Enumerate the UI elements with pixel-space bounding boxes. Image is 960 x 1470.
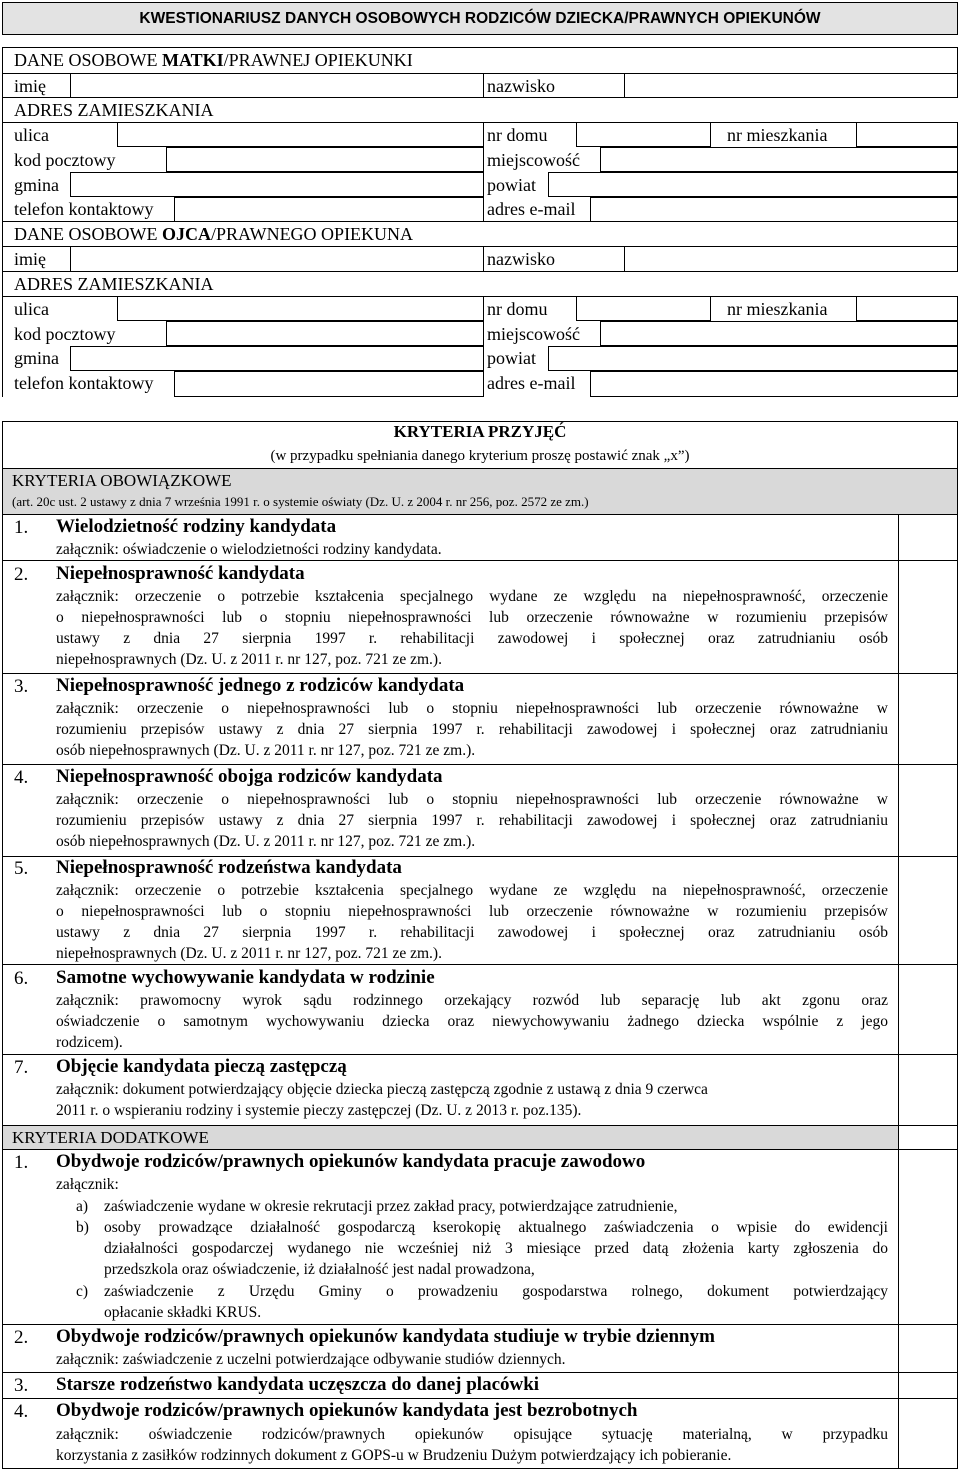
mandatory-3-checkbox[interactable] — [899, 674, 957, 764]
mother-imie-field[interactable] — [70, 73, 484, 98]
additional-1-a: zaświadczenie wydane w okresie rekrutacji przez zakład pracy, potwierdzające zatrudnienie, — [104, 1198, 678, 1215]
additional-1-c-label: c) — [76, 1283, 89, 1300]
additional-heading: KRYTERIA DODATKOWE — [12, 1128, 209, 1147]
mandatory-1-attachment: załącznik: oświadczenie o wielodzietności rodziny kandydata. — [56, 541, 442, 558]
father-miejscowosc-field[interactable] — [600, 321, 958, 346]
mother-telefon-label: telefon kontaktowy — [14, 199, 154, 219]
father-miejscowosc-label: miejscowość — [487, 324, 580, 344]
father-nr-domu-label: nr domu — [487, 299, 548, 319]
father-nazwisko-field[interactable] — [624, 246, 958, 272]
father-nazwisko-label: nazwisko — [487, 249, 555, 269]
father-ulica-label: ulica — [14, 299, 49, 319]
mother-powiat-field[interactable] — [548, 172, 958, 197]
mandatory-3-number: 3. — [14, 676, 29, 697]
father-email-label: adres e-mail — [487, 373, 576, 393]
mandatory-3-title: Niepełnosprawność jednego z rodziców kandydata — [56, 675, 465, 696]
mother-ulica-field[interactable] — [117, 122, 484, 147]
mother-powiat-label: powiat — [487, 175, 536, 195]
additional-3-checkbox[interactable] — [899, 1373, 957, 1398]
mandatory-7-checkbox[interactable] — [899, 1055, 957, 1125]
father-kod-field[interactable] — [166, 321, 484, 346]
additional-1-b-label: b) — [76, 1219, 89, 1236]
mandatory-2-checkbox[interactable] — [899, 561, 957, 673]
mandatory-5-number: 5. — [14, 858, 29, 879]
additional-2-checkbox[interactable] — [899, 1325, 957, 1372]
additional-1-b: osoby prowadzące działalność gospodarczą kserokopię aktualnego zaświadczenia o wpisie do ewidencji działalności gospodarczej wydanego nie wcześniej niż 3 miesiące przed datą złożenia karty zgłoszenia do przedszkola oraz oświadczenie, iż działalność jest nadal prowadzona, — [104, 1219, 888, 1278]
father-address-heading: ADRES ZAMIESZKANIA — [14, 274, 214, 294]
mandatory-2-title: Niepełnosprawność kandydata — [56, 563, 305, 584]
mother-nazwisko-field[interactable] — [624, 73, 958, 98]
mother-imie-label: imię — [14, 76, 46, 96]
mandatory-6-title: Samotne wychowywanie kandydata w rodzinie — [56, 967, 435, 988]
mandatory-6-checkbox[interactable] — [899, 965, 957, 1054]
additional-1-number: 1. — [14, 1152, 29, 1173]
mandatory-5-title: Niepełnosprawność rodzeństwa kandydata — [56, 857, 402, 878]
mother-miejscowosc-field[interactable] — [600, 147, 958, 172]
mother-heading: DANE OSOBOWE MATKI/PRAWNEJ OPIEKUNKI — [14, 50, 413, 70]
additional-1-title: Obydwoje rodziców/prawnych opiekunów kandydata pracuje zawodowo — [56, 1151, 646, 1172]
mandatory-4-checkbox[interactable] — [899, 765, 957, 856]
additional-1-checkbox[interactable] — [899, 1150, 957, 1324]
mother-nazwisko-label: nazwisko — [487, 76, 555, 96]
father-gmina-label: gmina — [14, 348, 59, 368]
mother-telefon-field[interactable] — [174, 197, 484, 222]
mandatory-legal: (art. 20c ust. 2 ustawy z dnia 7 września 1991 r. o systemie oświaty (Dz. U. z 2004 r. nr 256, poz. 2572 ze zm.) — [12, 494, 589, 509]
mother-kod-field[interactable] — [166, 147, 484, 172]
mother-nr-mieszkania-field[interactable] — [856, 122, 958, 147]
father-imie-field[interactable] — [70, 246, 484, 272]
mandatory-2-attachment: załącznik: orzeczenie o potrzebie kształcenia specjalnego wydane ze względu na niepełnosprawność, orzeczenie o niepełnosprawności lub o stopniu niepełnosprawności lub orzeczenie równoważne w rozumieniu przepisów ustawy z dnia 27 sierpnia 1997 r. rehabilitacji zawodowej i społecznej oraz zatrudnianiu osób niepełnosprawnych (Dz. U. z 2011 r. nr 127, poz. 721 ze zm.). — [56, 588, 888, 668]
father-imie-label: imię — [14, 249, 46, 269]
mother-kod-label: kod pocztowy — [14, 150, 116, 170]
mandatory-7-number: 7. — [14, 1057, 29, 1078]
additional-3-title: Starsze rodzeństwo kandydata uczęszcza do danej placówki — [56, 1374, 540, 1395]
father-telefon-label: telefon kontaktowy — [14, 373, 154, 393]
criteria-title: KRYTERIA PRZYJĘĆ — [393, 422, 567, 441]
additional-2-title: Obydwoje rodziców/prawnych opiekunów kandydata studiuje w trybie dziennym — [56, 1326, 715, 1347]
mother-nr-domu-field[interactable] — [576, 122, 711, 147]
mandatory-5-checkbox[interactable] — [899, 857, 957, 964]
mandatory-7-attachment: załącznik: dokument potwierdzający objęcie dziecka pieczą zastępczą zgodnie z ustawą z dnia 9 czerwca 2011 r. o wspieraniu rodziny i systemie pieczy zastępczej (Dz. U. z 2013 r. poz.135). — [56, 1081, 708, 1119]
additional-2-attachment: załącznik: zaświadczenie z uczelni potwierdzające odbywanie studiów dziennych. — [56, 1351, 566, 1368]
mother-ulica-label: ulica — [14, 125, 49, 145]
mother-miejscowosc-label: miejscowość — [487, 150, 580, 170]
additional-4-title: Obydwoje rodziców/prawnych opiekunów kandydata jest bezrobotnych — [56, 1400, 638, 1421]
additional-4-checkbox[interactable] — [899, 1399, 957, 1468]
additional-3-number: 3. — [14, 1375, 29, 1396]
mandatory-7-title: Objęcie kandydata pieczą zastępczą — [56, 1056, 347, 1077]
additional-1-c: zaświadczenie z Urzędu Gminy o prowadzeniu gospodarstwa rolnego, dokument potwierdzający opłacanie składki KRUS. — [104, 1283, 888, 1321]
father-nr-mieszkania-label: nr mieszkania — [727, 299, 828, 319]
father-heading: DANE OSOBOWE OJCA/PRAWNEGO OPIEKUNA — [14, 224, 414, 244]
mandatory-5-attachment: załącznik: orzeczenie o potrzebie kształcenia specjalnego wydane ze względu na niepełnosprawność, orzeczenie o niepełnosprawności lub o stopniu niepełnosprawności lub orzeczenie równoważne w rozumieniu przepisów ustawy z dnia 27 sierpnia 1997 r. rehabilitacji zawodowej i społecznej oraz zatrudnianiu osób niepełnosprawnych (Dz. U. z 2011 r. nr 127, poz. 721 ze zm.). — [56, 882, 888, 962]
mandatory-2-number: 2. — [14, 564, 29, 585]
mandatory-1-checkbox[interactable] — [899, 515, 957, 560]
father-kod-label: kod pocztowy — [14, 324, 116, 344]
father-nr-mieszkania-field[interactable] — [856, 296, 958, 321]
father-ulica-field[interactable] — [117, 296, 484, 321]
mother-gmina-field[interactable] — [70, 172, 484, 197]
criteria-subtitle: (w przypadku spełniania danego kryterium proszę postawić znak „x”) — [270, 448, 690, 464]
mandatory-4-attachment: załącznik: orzeczenie o niepełnosprawności lub o stopniu niepełnosprawności lub orzeczenie równoważne w rozumieniu przepisów ustawy z dnia 27 sierpnia 1997 r. rehabilitacji zawodowej i społecznej oraz zatrudnianiu osób niepełnosprawnych (Dz. U. z 2011 r. nr 127, poz. 721 ze zm.). — [56, 791, 888, 850]
form-title: KWESTIONARIUSZ DANYCH OSOBOWYCH RODZICÓW DZIECKA/PRAWNYCH OPIEKUNÓW — [2, 2, 958, 35]
mother-email-field[interactable] — [590, 197, 958, 222]
father-powiat-field[interactable] — [548, 346, 958, 371]
mandatory-3-attachment: załącznik: orzeczenie o niepełnosprawności lub o stopniu niepełnosprawności lub orzeczenie równoważne w rozumieniu przepisów ustawy z dnia 27 sierpnia 1997 r. rehabilitacji zawodowej i społecznej oraz zatrudnianiu osób niepełnosprawnych (Dz. U. z 2011 r. nr 127, poz. 721 ze zm.). — [56, 700, 888, 759]
mother-email-label: adres e-mail — [487, 199, 576, 219]
mandatory-6-attachment: załącznik: prawomocny wyrok sądu rodzinnego orzekający rozwód lub separację lub akt zgonu oraz oświadczenie o samotnym wychowywaniu dziecka oraz niewychowywaniu żadnego dziecka wspólnie z jego rodzicem). — [56, 992, 888, 1051]
mandatory-1-title: Wielodzietność rodziny kandydata — [56, 516, 337, 537]
additional-4-number: 4. — [14, 1401, 29, 1422]
father-nr-domu-field[interactable] — [576, 296, 711, 321]
mandatory-1-number: 1. — [14, 517, 29, 538]
mother-nr-mieszkania-label: nr mieszkania — [727, 125, 828, 145]
father-gmina-field[interactable] — [70, 346, 484, 371]
mandatory-4-title: Niepełnosprawność obojga rodziców kandydata — [56, 766, 443, 787]
mother-nr-domu-label: nr domu — [487, 125, 548, 145]
mandatory-6-number: 6. — [14, 968, 29, 989]
additional-1-a-label: a) — [76, 1198, 89, 1215]
mandatory-heading: KRYTERIA OBOWIĄZKOWE — [12, 471, 232, 490]
additional-1-intro: załącznik: — [56, 1176, 119, 1193]
additional-4-attachment: załącznik: oświadczenie rodziców/prawnych opiekunów opisujące sytuację materialną, w przypadku korzystania z zasiłków rodzinnych dokument z GOPS-u w Brudzeniu Dużym potwierdzający ich pobieranie. — [56, 1426, 888, 1464]
mother-gmina-label: gmina — [14, 175, 59, 195]
father-powiat-label: powiat — [487, 348, 536, 368]
mother-address-heading: ADRES ZAMIESZKANIA — [14, 100, 214, 120]
father-email-field[interactable] — [590, 371, 958, 397]
mandatory-4-number: 4. — [14, 767, 29, 788]
additional-2-number: 2. — [14, 1327, 29, 1348]
father-telefon-field[interactable] — [174, 371, 484, 397]
